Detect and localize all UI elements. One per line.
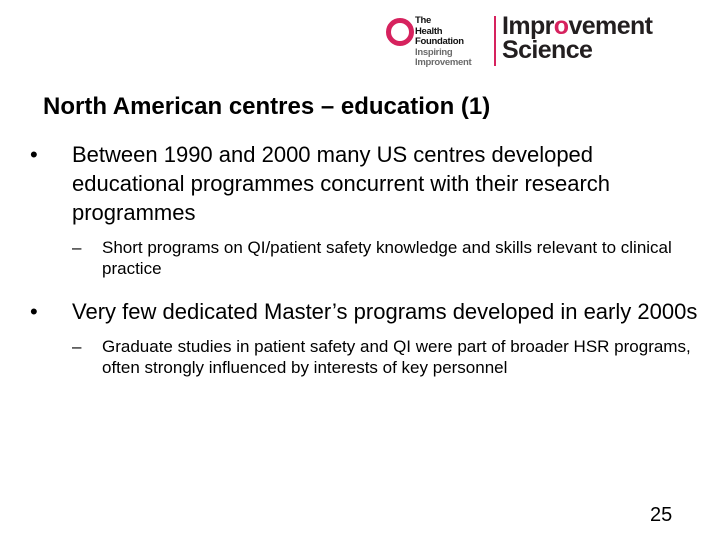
bullet-marker: • xyxy=(30,142,38,167)
slide-title: North American centres – education (1) xyxy=(43,93,491,120)
bullet-item xyxy=(30,297,710,326)
logo-product-line-2: Science xyxy=(502,36,593,64)
logo-line-5: Improvement xyxy=(415,57,472,68)
logo-line-4: Inspiring xyxy=(415,46,453,58)
health-foundation-logo xyxy=(384,14,684,68)
logo-product-name xyxy=(502,14,652,62)
bullet-marker: • xyxy=(30,299,38,324)
logo-line-3: Foundation xyxy=(415,36,464,47)
sub-bullet-marker: – xyxy=(72,238,82,257)
sub-bullet-item xyxy=(30,336,710,378)
sub-bullet-marker: – xyxy=(72,337,82,356)
logo-line-1: The xyxy=(415,15,431,26)
page-number: 25 xyxy=(650,504,673,526)
sub-bullet-text: Graduate studies in patient safety and QI were part of broader HSR programs, often strongly influenced by interests of key personnel xyxy=(102,337,691,377)
logo-line-2: Health xyxy=(415,25,443,37)
slide-content xyxy=(30,140,710,396)
bullet-text: Between 1990 and 2000 many US centres developed educational programmes concurrent with their research programmes xyxy=(72,142,611,225)
bullet-item xyxy=(30,140,710,227)
logo-word-accent: o xyxy=(553,12,569,40)
sub-bullet-text: Short programs on QI/patient safety knowledge and skills relevant to clinical practice xyxy=(102,238,672,278)
logo-word-part-1: Impr xyxy=(502,12,554,40)
logo-divider xyxy=(494,16,496,66)
bullet-text: Very few dedicated Master’s programs developed in early 2000s xyxy=(72,299,698,324)
logo-organisation-text xyxy=(415,16,495,69)
sub-bullet-item xyxy=(30,237,710,279)
logo-ring-icon xyxy=(386,18,414,46)
logo-word-part-2: vement xyxy=(568,12,653,40)
logo-product-line-1 xyxy=(502,14,652,38)
